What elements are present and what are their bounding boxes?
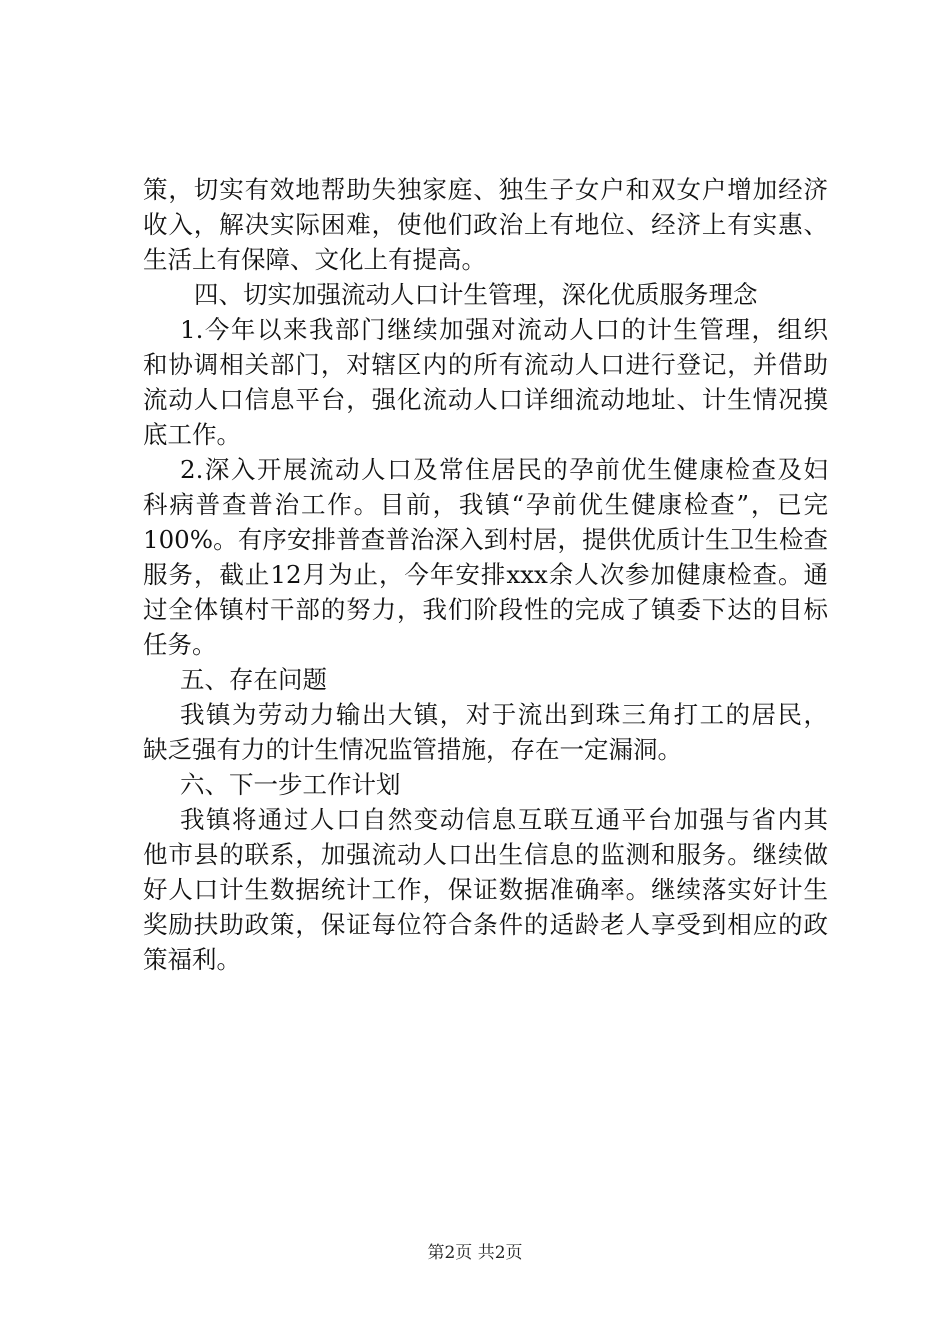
text-line bbox=[0, 312, 950, 348]
text-line bbox=[0, 382, 950, 418]
line-text: 底工作。 bbox=[143, 420, 241, 449]
page-footer bbox=[0, 1241, 950, 1265]
text-line bbox=[0, 487, 950, 523]
heading-text: 四、切实加强流动人口计生管理，深化优质服务理念 bbox=[194, 280, 758, 309]
line-text: 他市县的联系，加强流动人口出生信息的监测和服务。继续做 bbox=[143, 840, 828, 869]
line-text: 和协调相关部门，对辖区内的所有流动人口进行登记，并借助 bbox=[143, 350, 828, 379]
text-line bbox=[0, 802, 950, 838]
text-line bbox=[0, 172, 950, 208]
line-text: 奖励扶助政策，保证每位符合条件的适龄老人享受到相应的政 bbox=[143, 910, 828, 939]
line-text: 策福利。 bbox=[143, 945, 241, 974]
section-heading bbox=[0, 662, 950, 698]
line-text: 策，切实有效地帮助失独家庭、独生子女户和双女户增加经济 bbox=[143, 175, 828, 204]
text-line bbox=[0, 242, 950, 278]
text-line bbox=[0, 697, 950, 733]
text-line bbox=[0, 557, 950, 593]
text-line bbox=[0, 627, 950, 663]
line-text: 科病普查普治工作。目前，我镇“孕前优生健康检查”，已完 bbox=[143, 490, 828, 519]
text-line bbox=[0, 417, 950, 453]
line-text: 好人口计生数据统计工作，保证数据准确率。继续落实好计生 bbox=[143, 875, 828, 904]
text-line bbox=[0, 872, 950, 908]
heading-text: 五、存在问题 bbox=[180, 665, 327, 694]
text-line bbox=[0, 347, 950, 383]
line-text: 我镇将通过人口自然变动信息互联互通平台加强与省内其 bbox=[180, 805, 828, 834]
line-text: 过全体镇村干部的努力，我们阶段性的完成了镇委下达的目标 bbox=[143, 595, 828, 624]
line-text: 任务。 bbox=[143, 630, 217, 659]
text-line bbox=[0, 592, 950, 628]
text-line bbox=[0, 942, 950, 978]
text-line bbox=[0, 837, 950, 873]
line-text: 收入，解决实际困难，使他们政治上有地位、经济上有实惠、 bbox=[143, 210, 828, 239]
line-text: 100%。有序安排普查普治深入到村居，提供优质计生卫生检查 bbox=[143, 525, 828, 554]
line-text: 我镇为劳动力输出大镇，对于流出到珠三角打工的居民， bbox=[180, 700, 828, 729]
line-text: 1.今年以来我部门继续加强对流动人口的计生管理，组织 bbox=[180, 315, 828, 344]
line-text: 服务，截止12月为止，今年安排xxx余人次参加健康检查。通 bbox=[143, 560, 828, 589]
section-heading bbox=[0, 767, 950, 803]
section-heading bbox=[0, 277, 950, 313]
line-text: 2.深入开展流动人口及常住居民的孕前优生健康检查及妇 bbox=[180, 455, 828, 484]
text-line bbox=[0, 452, 950, 488]
line-text: 缺乏强有力的计生情况监管措施，存在一定漏洞。 bbox=[143, 735, 682, 764]
text-line bbox=[0, 907, 950, 943]
line-text: 生活上有保障、文化上有提高。 bbox=[143, 245, 486, 274]
text-line bbox=[0, 732, 950, 768]
page-number: 第2页 共2页 bbox=[427, 1243, 523, 1263]
line-text: 流动人口信息平台，强化流动人口详细流动地址、计生情况摸 bbox=[143, 385, 828, 414]
heading-text: 六、下一步工作计划 bbox=[180, 770, 401, 799]
text-line bbox=[0, 207, 950, 243]
text-line bbox=[0, 522, 950, 558]
